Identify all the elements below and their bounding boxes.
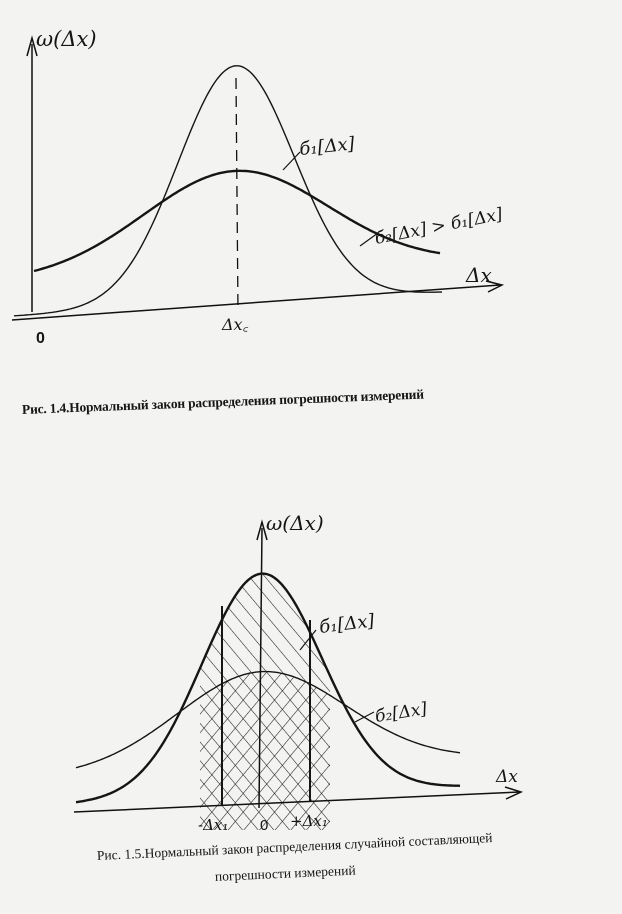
- fig2-origin-label: 0: [260, 817, 269, 834]
- fig2-caption-line1: Рис. 1.5.Нормальный закон распределения случайной составляющей: [96, 830, 493, 863]
- fig1-x-axis-label: Δx: [466, 263, 492, 287]
- figure-1: [12, 27, 505, 347]
- fig2-caption-line2: погрешности измерений: [214, 862, 356, 884]
- fig1-curve2-label: б₂[Δx] > б₁[Δx]: [373, 204, 505, 249]
- fig1-caption: Рис. 1.4.Нормальный закон распределения погрешности измерений: [21, 386, 425, 417]
- fig1-y-axis-label: ω(Δx): [36, 27, 97, 51]
- fig2-right-limit-label: +Δx₁: [290, 812, 328, 830]
- fig2-x-axis-label: Δx: [496, 767, 518, 787]
- fig1-curve-sigma1: [14, 66, 442, 316]
- fig1-center-dashed-line: [236, 78, 238, 312]
- fig1-origin-label: 0: [36, 330, 45, 347]
- fig1-x-axis: [12, 285, 500, 320]
- fig1-curve1-label: б₁[Δx]: [298, 133, 356, 160]
- figure-2: [74, 511, 521, 834]
- fig2-left-limit-label: -Δx₁: [198, 816, 229, 834]
- fig1-curve-sigma2: [34, 171, 440, 271]
- fig2-y-axis-label: ω(Δx): [266, 511, 324, 535]
- fig2-curve2-label: б₂[Δx]: [373, 698, 429, 727]
- fig1-center-label: Δx꜀: [222, 315, 249, 334]
- fig2-curve1-label: б₁[Δx]: [318, 610, 376, 638]
- fig1-label1-leader: [283, 152, 300, 170]
